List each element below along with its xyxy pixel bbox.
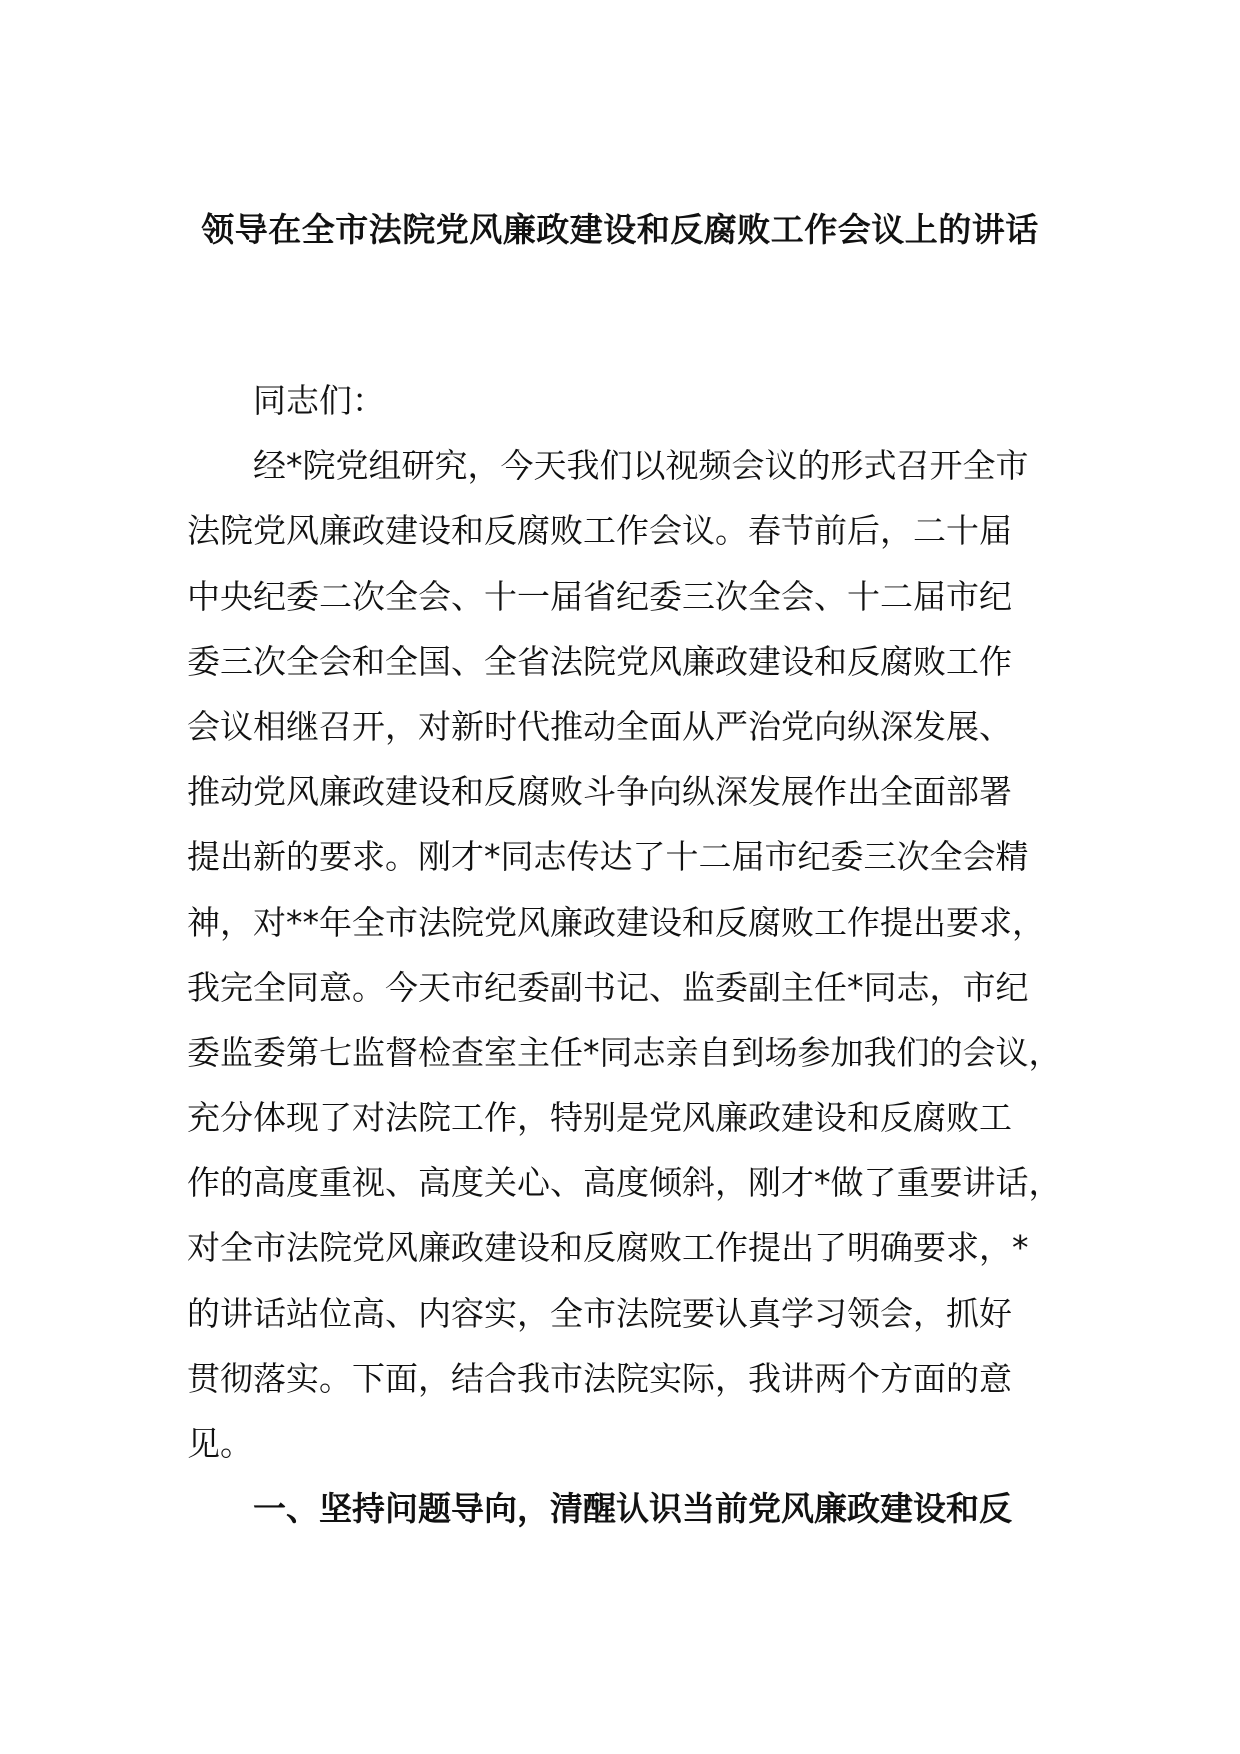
document-body — [187, 368, 1071, 1541]
paragraph-line: 对全市法院党风廉政建设和反腐败工作提出了明确要求，* — [187, 1228, 1029, 1268]
paragraph-line: 委三次全会和全国、全省法院党风廉政建设和反腐败工作 — [187, 641, 1012, 681]
paragraph-line: 充分体现了对法院工作，特别是党风廉政建设和反腐败工 — [187, 1098, 1012, 1138]
paragraph-line: 推动党风廉政建设和反腐败斗争向纵深发展作出全面部署 — [187, 772, 1012, 812]
paragraph-line: 见。 — [187, 1424, 253, 1463]
paragraph-line: 我完全同意。今天市纪委副书记、监委副主任*同志，市纪 — [187, 967, 1029, 1007]
paragraph-line: 会议相继召开，对新时代推动全面从严治党向纵深发展、 — [187, 706, 1012, 746]
paragraph-line: 神，对**年全市法院党风廉政建设和反腐败工作提出要求， — [187, 902, 1045, 942]
paragraph-line: 的讲话站位高、内容实，全市法院要认真学习领会，抓好 — [187, 1293, 1012, 1333]
paragraph-line: 贯彻落实。下面，结合我市法院实际，我讲两个方面的意 — [187, 1358, 1012, 1398]
paragraph-line: 提出新的要求。刚才*同志传达了十二届市纪委三次全会精 — [187, 837, 1029, 877]
paragraph-line: 中央纪委二次全会、十一届省纪委三次全会、十二届市纪 — [187, 576, 1012, 616]
salutation-line: 同志们： — [253, 381, 385, 420]
section-heading: 一、坚持问题导向，清醒认识当前党风廉政建设和反 — [253, 1489, 1012, 1529]
document-title: 领导在全市法院党风廉政建设和反腐败工作会议上的讲话 — [201, 210, 1039, 249]
paragraph-line: 作的高度重视、高度关心、高度倾斜，刚才*做了重要讲话， — [187, 1163, 1062, 1203]
paragraph-line: 法院党风廉政建设和反腐败工作会议。春节前后，二十届 — [187, 511, 1012, 551]
paragraph-line: 委监委第七监督检查室主任*同志亲自到场参加我们的会议， — [187, 1032, 1062, 1072]
paragraph-line: 经*院党组研究，今天我们以视频会议的形式召开全市 — [253, 446, 1029, 486]
